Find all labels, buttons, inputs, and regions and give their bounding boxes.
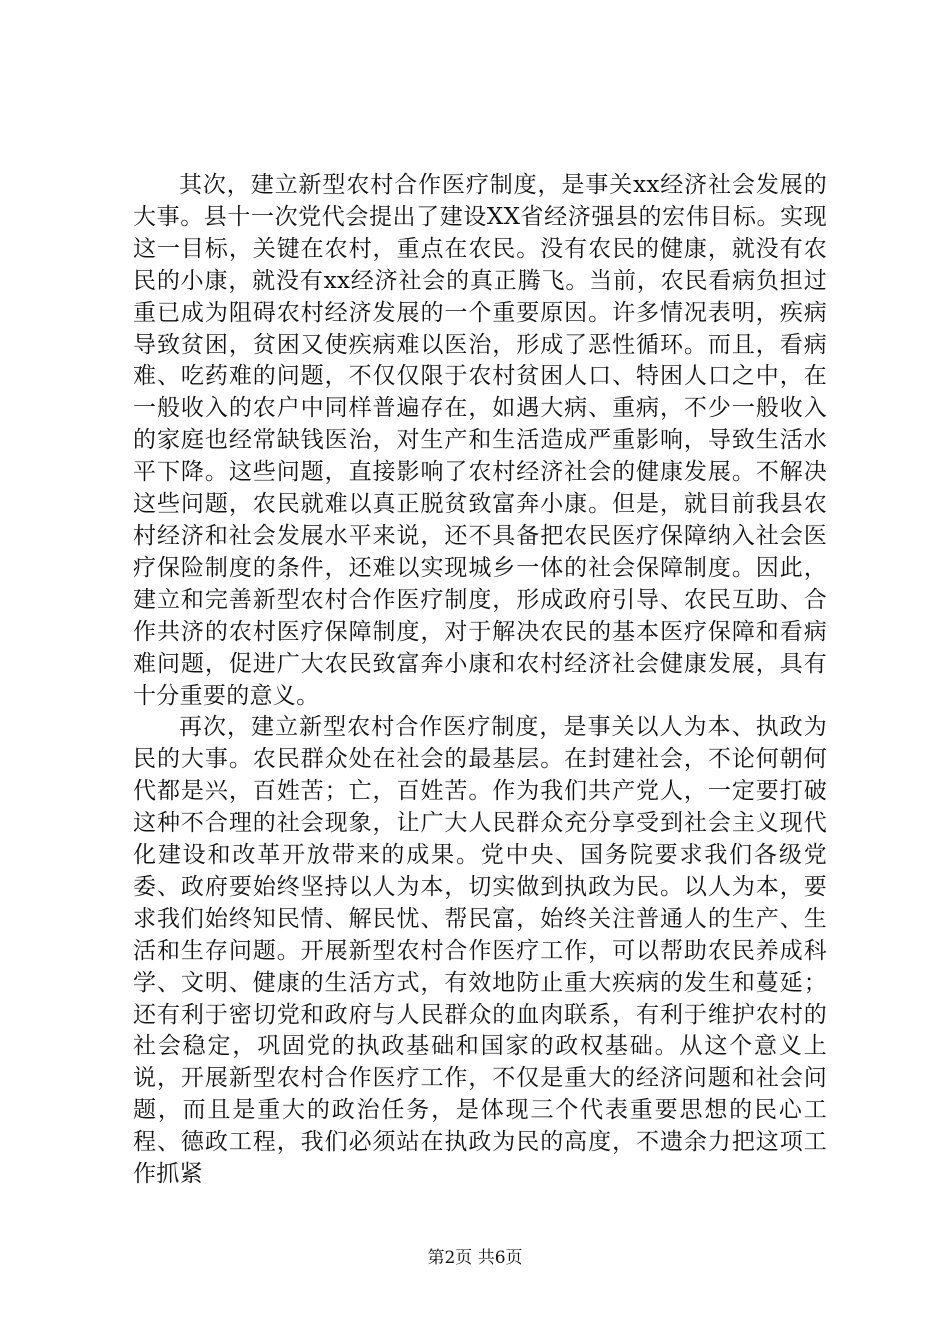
paragraph-2: 再次，建立新型农村合作医疗制度，是事关以人为本、执政为民的大事。农民群众处在社会的最基层。在封建社会，不论何朝何代都是兴，百姓苦；亡，百姓苦。作为我们共产党人，一定要打破这种不合理的社会现象，让广大人民群众充分享受到社会主义现代化建设和改革开放带来的成果。党中央、国务院要求我们各级党委、政府要始终坚持以人为本，切实做到执政为民。以人为本，要求我们始终知民情、解民忧、帮民富，始终关注普通人的生产、生活和生存问题。开展新型农村合作医疗工作，可以帮助农民养成科学、文明、健康的生活方式，有效地防止重大疾病的发生和蔓延；还有利于密切党和政府与人民群众的血肉联系，有利于维护农村的社会稳定，巩固党的执政基础和国家的政权基础。从这个意义上说，开展新型农村合作医疗工作，不仅是重大的经济问题和社会问题，而且是重大的政治任务，是体现三个代表重要思想的民心工程、德政工程，我们必须站在执政为民的高度，不遗余力把这项工作抓紧 — [133, 714, 827, 1188]
page-number-footer: 第2页 共6页 — [427, 1248, 523, 1268]
body-text — [133, 170, 827, 1191]
paragraph-1: 其次，建立新型农村合作医疗制度，是事关xx经济社会发展的大事。县十一次党代会提出了建设XX省经济强县的宏伟目标。实现这一目标，关键在农村，重点在农民。没有农民的健康，就没有农民的小康，就没有xx经济社会的真正腾飞。当前，农民看病负担过重已成为阻碍农村经济发展的一个重要原因。许多情况表明，疾病导致贫困，贫困又使疾病难以医治，形成了恶性循环。而且，看病难、吃药难的问题，不仅仅限于农村贫困人口、特困人口之中，在一般收入的农户中同样普遍存在，如遇大病、重病，不少一般收入的家庭也经常缺钱医治，对生产和生活造成严重影响，导致生活水平下降。这些问题，直接影响了农村经济社会的健康发展。不解决这些问题，农民就难以真正脱贫致富奔小康。但是，就目前我县农村经济和社会发展水平来说，还不具备把农民医疗保障纳入社会医疗保险制度的条件，还难以实现城乡一体的社会保障制度。因此，建立和完善新型农村合作医疗制度，形成政府引导、农民互助、合作共济的农村医疗保障制度，对于解决农民的基本医疗保障和看病难问题，促进广大农民致富奔小康和农村经济社会健康发展，具有十分重要的意义。 — [133, 172, 827, 709]
